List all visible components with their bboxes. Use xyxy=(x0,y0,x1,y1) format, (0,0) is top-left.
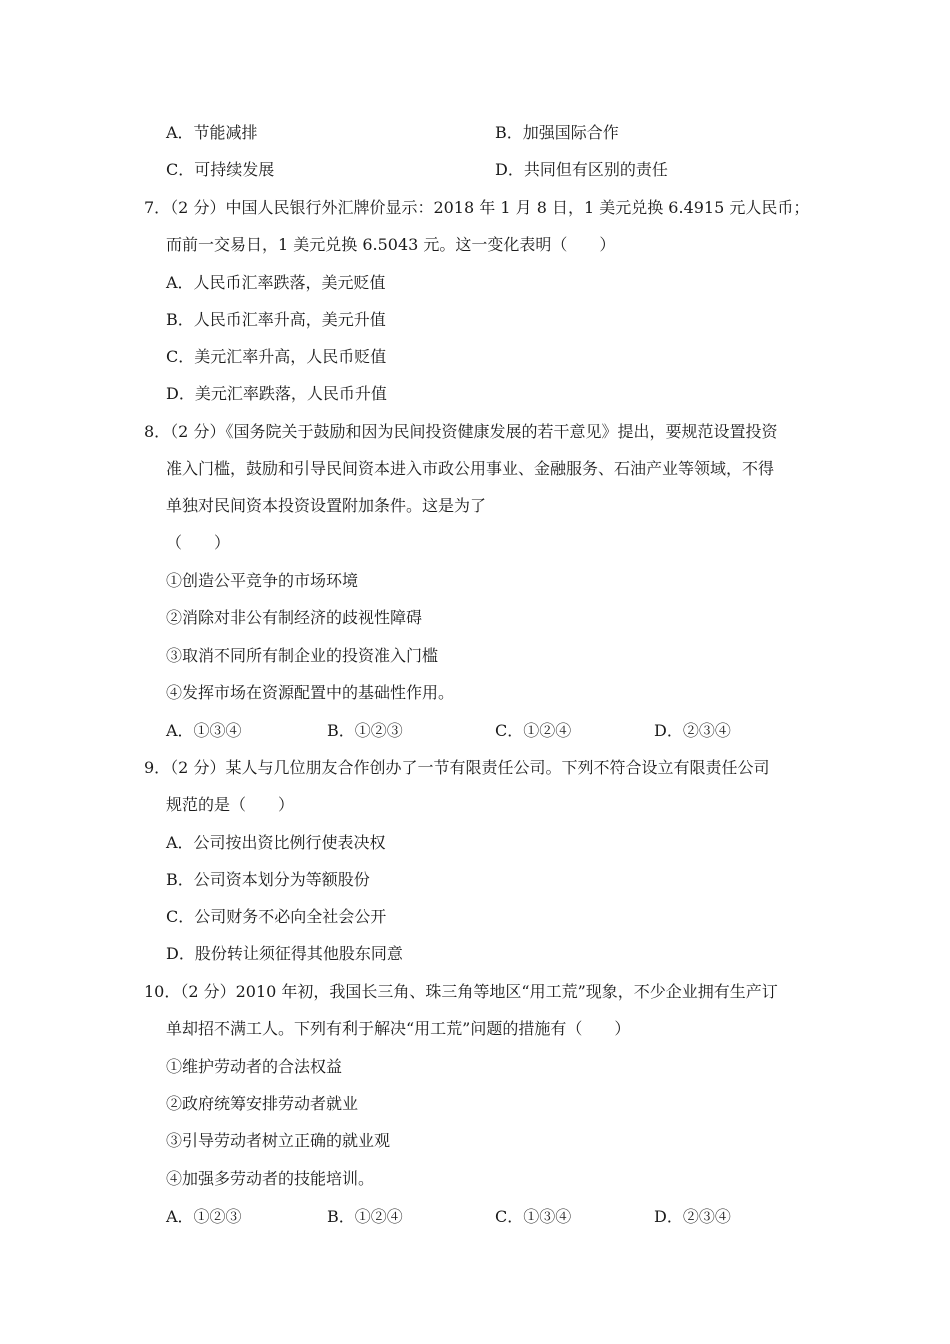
q9-option-c: C．公司财务不必向全社会公开 xyxy=(166,907,387,926)
q9-stem-line1: 9．（2 分）某人与几位朋友合作创办了一节有限责任公司。下列不符合设立有限责任公司 xyxy=(144,758,770,777)
q6-option-d: D．共同但有区别的责任 xyxy=(495,160,668,179)
q7-option-d: D．美元汇率跌落，人民币升值 xyxy=(166,384,387,403)
q10-option-c: C．①③④ xyxy=(495,1207,572,1226)
q9-option-b: B．公司资本划分为等额股份 xyxy=(166,870,370,889)
q10-stem-line2: 单却招不满工人。下列有利于解决“用工荒”问题的措施有（ ） xyxy=(166,1019,631,1038)
q9-stem-line2: 规范的是（ ） xyxy=(166,795,295,814)
q7-option-c: C．美元汇率升高，人民币贬值 xyxy=(166,347,387,366)
q7-stem-line1: 7．（2 分）中国人民银行外汇牌价显示：2018 年 1 月 8 日，1 美元兑换 6.4915 元人民币； xyxy=(144,198,810,217)
q8-statement-3: ③取消不同所有制企业的投资准入门槛 xyxy=(166,646,439,665)
q10-option-a: A．①②③ xyxy=(166,1207,242,1226)
q10-statement-3: ③引导劳动者树立正确的就业观 xyxy=(166,1131,391,1150)
q8-option-c: C．①②④ xyxy=(495,721,572,740)
q8-statement-4: ④发挥市场在资源配置中的基础性作用。 xyxy=(166,683,455,702)
q10-stem-line1: 10．（2 分）2010 年初，我国长三角、珠三角等地区“用工荒”现象，不少企业拥有生产订 xyxy=(144,982,778,1001)
q8-option-b: B．①②③ xyxy=(327,721,403,740)
q8-option-d: D．②③④ xyxy=(654,721,731,740)
q7-option-a: A．人民币汇率跌落，美元贬值 xyxy=(166,273,386,292)
q8-stem-line3: 单独对民间资本投资设置附加条件。这是为了 xyxy=(166,496,487,515)
q9-option-d: D．股份转让须征得其他股东同意 xyxy=(166,944,403,963)
q6-option-a: A．节能减排 xyxy=(166,123,258,142)
q10-option-b: B．①②④ xyxy=(327,1207,403,1226)
q10-statement-1: ①维护劳动者的合法权益 xyxy=(166,1057,343,1076)
q8-statement-2: ②消除对非公有制经济的歧视性障碍 xyxy=(166,608,423,627)
q8-stem-line1: 8．（2 分）《国务院关于鼓励和因为民间投资健康发展的若干意见》提出，要规范设置投资 xyxy=(144,422,778,441)
q6-option-c: C．可持续发展 xyxy=(166,160,275,179)
q6-option-b: B．加强国际合作 xyxy=(495,123,619,142)
q10-option-d: D．②③④ xyxy=(654,1207,731,1226)
q8-statement-1: ①创造公平竞争的市场环境 xyxy=(166,571,359,590)
q8-option-a: A．①③④ xyxy=(166,721,242,740)
q8-answer-paren: （ ） xyxy=(166,533,231,552)
q9-option-a: A．公司按出资比例行使表决权 xyxy=(166,833,386,852)
q8-stem-line2: 准入门槛，鼓励和引导民间资本进入市政公用事业、金融服务、石油产业等领域，不得 xyxy=(166,459,775,478)
q10-statement-4: ④加强多劳动者的技能培训。 xyxy=(166,1169,375,1188)
q10-statement-2: ②政府统筹安排劳动者就业 xyxy=(166,1094,359,1113)
q7-stem-line2: 而前一交易日，1 美元兑换 6.5043 元。这一变化表明（ ） xyxy=(166,235,616,254)
q7-option-b: B．人民币汇率升高，美元升值 xyxy=(166,310,386,329)
